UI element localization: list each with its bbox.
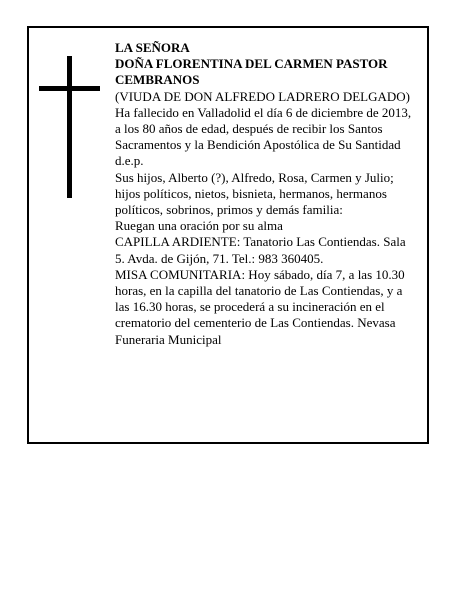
mass-info: MISA COMUNITARIA: Hoy sábado, día 7, a las 10.30 horas, en la capilla del tanatorio de Las Contiendas, y a las 16.30 horas, se procederá a su incineración en el crematorio del cementerio de Las Contiendas. Nevasa Funeraria Municipal bbox=[115, 266, 405, 347]
death-announcement: Ha fallecido en Valladolid el día 6 de diciembre de 2013, a los 80 años de edad, después de recibir los Santos Sacramentos y la Bendición Apostólica de Su Santidad bbox=[115, 104, 412, 153]
family-list: Sus hijos, Alberto (?), Alfredo, Rosa, Carmen y Julio; hijos políticos, nietos, bisnieta, hermanos, hermanos políticos, sobrinos, primos y demás familia: bbox=[115, 169, 394, 218]
cross-vertical-bar bbox=[67, 56, 72, 198]
prayer-request: Ruegan una oración por su alma bbox=[115, 218, 283, 234]
cross-icon bbox=[39, 56, 103, 198]
rip-text: d.e.p. bbox=[115, 153, 144, 169]
heading-title: LA SEÑORA bbox=[115, 40, 190, 55]
notice-text bbox=[115, 40, 415, 348]
cross-horizontal-bar bbox=[39, 86, 100, 91]
deceased-name: DOÑA FLORENTINA DEL CARMEN PASTOR CEMBRANOS bbox=[115, 56, 388, 88]
obituary-notice bbox=[27, 26, 429, 444]
widow-subtitle: (VIUDA DE DON ALFREDO LADRERO DELGADO) bbox=[115, 88, 411, 104]
chapel-info: CAPILLA ARDIENTE: Tanatorio Las Contiendas. Sala 5. Avda. de Gijón, 71. Tel.: 983 360405. bbox=[115, 234, 406, 266]
